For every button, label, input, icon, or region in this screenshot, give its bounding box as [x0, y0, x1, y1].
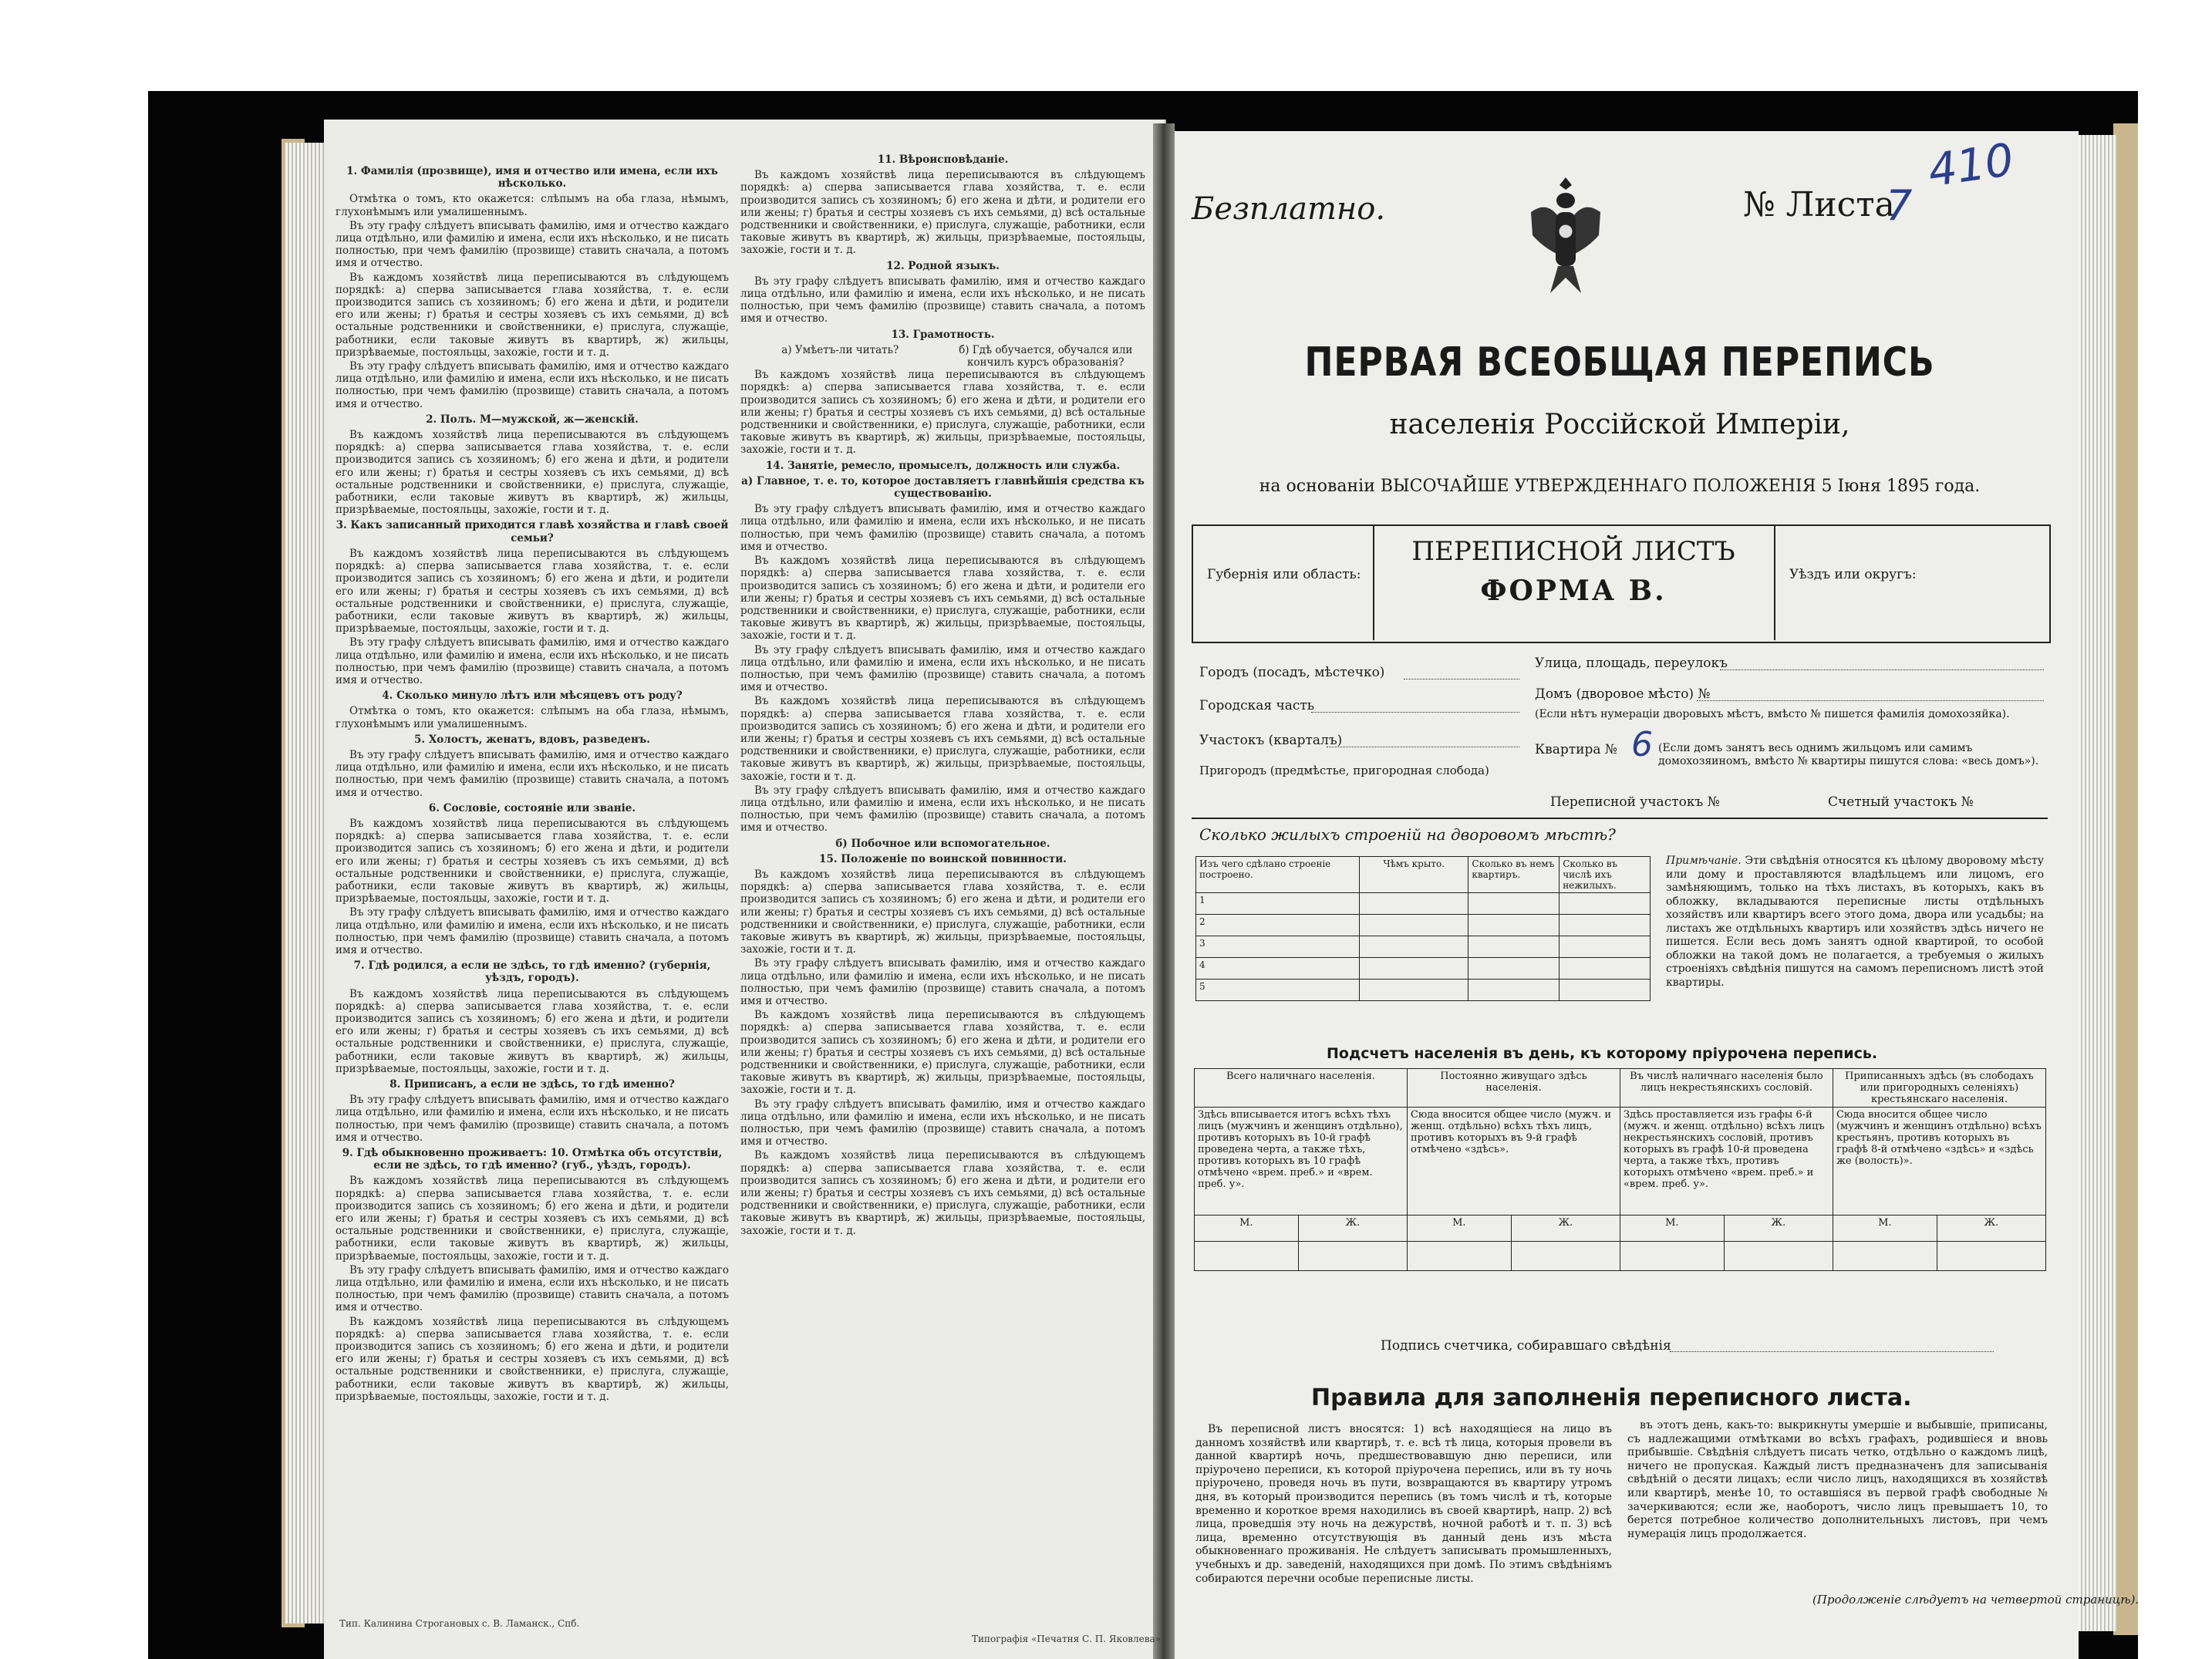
- form-title: ПЕРЕПИСНОЙ ЛИСТЪ: [1411, 536, 1735, 567]
- heading-1: 1. Фамилія (прозвище), имя и отчество или имена, если ихъ нѣсколько.: [346, 165, 718, 191]
- heading-8: 8. Приписанъ, а если не здѣсь, то гдѣ именно?: [389, 1078, 675, 1091]
- fill-line: [1697, 700, 2044, 702]
- heading-15: 15. Положеніе по воинской повинности.: [819, 852, 1067, 865]
- text-block: Въ каждомъ хозяйствѣ лица переписываются въ слѣдующемъ порядкѣ: а) сперва записывается глава хозяйства, т. е. если производится запись съ хозяиномъ; б) его жена и дѣти, и родители его или жены; г) братья и сестры хозяевъ съ ихъ семьями, д) всѣ остальные родственники и свойственники, е) прислуга, служащіе, работники, если таковые живутъ въ квартирѣ, ж) жильцы, призрѣваемые, постояльцы, захожіе, гости и т. д.: [740, 1149, 1145, 1237]
- apartment-note: (Если домъ занятъ весь однимъ жильцомъ или самимъ домохозяиномъ, вмѣсто № квартиры пишутся слова: «весь домъ»).: [1658, 742, 2039, 767]
- note-text: Эти свѣдѣнія относятся къ цѣлому дворовому мѣсту или дому и проставляются владѣльцемъ или лицомъ, его замѣняющимъ, только на тѣхъ листахъ, въ которыхъ, какъ въ обложку, вкладываются переписные листы отдѣльныхъ хозяйствъ или квартиръ всего этого дома, двора или усадьбы; на листахъ же отдѣльныхъ квартиръ или хозяйствъ здѣсь ничего не пишется. Если весь домъ занятъ одной квартирой, то особой обложки на такой домъ не полагается, а требуемыя о жилыхъ строеніяхъ свѣдѣнія пишутся на самомъ переписномъ листѣ этой квартиры.: [1666, 855, 2044, 989]
- count-text-permanent: Сюда вносится общее число (мужч. и женщ. отдѣльно) всѣхъ тѣхъ лицъ, противъ которыхъ въ 9-й графѣ отмѣчено «здѣсь».: [1407, 1108, 1620, 1216]
- count-text-total: Здѣсь вписывается итогъ всѣхъ тѣхъ лицъ (мужчинъ и женщинъ отдѣльно), противъ которыхъ въ 10-й графѣ проведена черта, а также тѣхъ, противъ которыхъ въ 10 графѣ отмѣчено «врем. преб.» и «врем. преб. у».: [1195, 1108, 1408, 1216]
- census-subtitle: населенія Россійской Имперіи,: [1389, 409, 1850, 440]
- right-footer: Типографія «Печатня С. П. Яковлева»: [972, 1634, 1162, 1644]
- text-block: Отмѣтка о томъ, кто окажется: слѣпымъ на оба глаза, нѣмымъ, глухонѣмымъ или умалишеннымъ.: [336, 193, 729, 218]
- text-block: Въ каждомъ хозяйствѣ лица переписываются въ слѣдующемъ порядкѣ: а) сперва записывается глава хозяйства, т. е. если производится запись съ хозяиномъ; б) его жена и дѣти, и родители его или жены; г) братья и сестры хозяевъ съ ихъ семьями, д) всѣ остальные родственники и свойственники, е) прислуга, служащіе, работники, если таковые живутъ въ квартирѣ, ж) жильцы, призрѣваемые, постояльцы, захожіе, гости и т. д.: [336, 817, 729, 905]
- buildings-row-number: 3: [1196, 936, 1360, 958]
- buildings-table: [1195, 856, 1651, 1001]
- section-label: Участокъ (кварталъ): [1199, 733, 1343, 748]
- text-block: Въ эту графу слѣдуетъ вписывать фамилію, имя и отчество каждаго лица отдѣльно, или фамилію и имена, если ихъ нѣсколько, и не писать полностью, при чемъ фамилію (прозвище) ставить сначала, а потомъ имя и отчество.: [336, 636, 729, 686]
- text-block: Въ эту графу слѣдуетъ вписывать фамилію, имя и отчество каждаго лица отдѣльно, или фамилію и имена, если ихъ нѣсколько, и не писать полностью, при чемъ фамилію (прозвище) ставить сначала, а потомъ имя и отчество.: [740, 643, 1145, 694]
- count-header-permanent: Постоянно живущаго здѣсь населенія.: [1407, 1069, 1620, 1108]
- heading-11: 11. Вѣроисповѣданіе.: [877, 153, 1009, 166]
- heading-4: 4. Сколько минуло лѣтъ или мѣсяцевъ отъ роду?: [382, 690, 683, 703]
- text-block: Въ эту графу слѣдуетъ вписывать фамилію, имя и отчество каждаго лица отдѣльно, или фамилію и имена, если ихъ нѣсколько, и не писать полностью, при чемъ фамилію (прозвище) ставить сначала, а потомъ имя и отчество.: [336, 906, 729, 956]
- text-block: Въ каждомъ хозяйствѣ лица переписываются въ слѣдующемъ порядкѣ: а) сперва записывается глава хозяйства, т. е. если производится запись съ хозяиномъ; б) его жена и дѣти, и родители его или жены; г) братья и сестры хозяевъ съ ихъ семьями, д) всѣ остальные родственники и свойственники, е) прислуга, служащіе, работники, если таковые живутъ въ квартирѣ, ж) жильцы, призрѣваемые, постояльцы, захожіе, гости и т. д.: [740, 369, 1145, 457]
- text-block: Въ каждомъ хозяйствѣ лица переписываются въ слѣдующемъ порядкѣ: а) сперва записывается глава хозяйства, т. е. если производится запись съ хозяиномъ; б) его жена и дѣти, и родители его или жены; г) братья и сестры хозяевъ съ ихъ семьями, д) всѣ остальные родственники и свойственники, е) прислуга, служащіе, работники, если таковые живутъ въ квартирѣ, ж) жильцы, призрѣваемые, постояльцы, захожіе, гости и т. д.: [740, 868, 1145, 956]
- count-header-non-peasant: Въ числѣ наличнаго населенія было лицъ некрестьянскихъ сословій.: [1620, 1069, 1833, 1108]
- heading-5: 5. Холостъ, женатъ, вдовъ, разведенъ.: [414, 733, 650, 746]
- heading-13: 13. Грамотность.: [891, 328, 995, 341]
- male-label: М.: [1195, 1216, 1299, 1242]
- buildings-header-apartments: Сколько въ немъ квартиръ.: [1468, 857, 1560, 893]
- buildings-note: [1666, 855, 2044, 990]
- female-label: Ж.: [1937, 1216, 2045, 1242]
- imperial-eagle-emblem: [1523, 170, 1608, 301]
- text-block: Въ каждомъ хозяйствѣ лица переписываются въ слѣдующемъ порядкѣ: а) сперва записывается глава хозяйства, т. е. если производится запись съ хозяиномъ; б) его жена и дѣти, и родители его или жены; г) братья и сестры хозяевъ съ ихъ семьями, д) всѣ остальные родственники и свойственники, е) прислуга, служащіе, работники, если таковые живутъ въ квартирѣ, ж) жильцы, призрѣваемые, постояльцы, захожіе, гости и т. д.: [336, 547, 729, 636]
- book-gutter: [1153, 123, 1175, 1659]
- buildings-row-number: 2: [1196, 915, 1360, 936]
- suburb-label: Пригородъ (предмѣстье, пригородная слобода): [1199, 764, 1489, 777]
- rules-continued: (Продолженіе слѣдуетъ на четвертой страницѣ).: [1812, 1593, 2140, 1607]
- text-block: Въ эту графу слѣдуетъ вписывать фамилію, имя и отчество каждаго лица отдѣльно, или фамилію и имена, если ихъ нѣсколько, и не писать полностью, при чемъ фамилію (прозвище) ставить сначала, а потомъ имя и отчество.: [740, 784, 1145, 835]
- population-count-table: [1194, 1068, 2046, 1271]
- text-block: Въ каждомъ хозяйствѣ лица переписываются въ слѣдующемъ порядкѣ: а) сперва записывается глава хозяйства, т. е. если производится запись съ хозяиномъ; б) его жена и дѣти, и родители его или жены; г) братья и сестры хозяевъ съ ихъ семьями, д) всѣ остальные родственники и свойственники, е) прислуга, служащіе, работники, если таковые живутъ въ квартирѣ, ж) жильцы, призрѣваемые, постояльцы, захожіе, гости и т. д.: [336, 271, 729, 359]
- form-letter: ФОРМА В.: [1480, 575, 1667, 607]
- fill-line: [1311, 712, 1519, 713]
- text-block: Въ каждомъ хозяйствѣ лица переписываются въ слѣдующемъ порядкѣ: а) сперва записывается глава хозяйства, т. е. если производится запись съ хозяиномъ; б) его жена и дѣти, и родители его или жены; г) братья и сестры хозяевъ съ ихъ семьями, д) всѣ остальные родственники и свойственники, е) прислуга, служащіе, работники, если таковые живутъ въ квартирѣ, ж) жильцы, призрѣваемые, постояльцы, захожіе, гости и т. д.: [740, 1009, 1145, 1097]
- house-label: Домъ (дворовое мѣсто) №: [1535, 686, 1711, 702]
- count-text-non-peasant: Здѣсь проставляется изъ графы 6-й (мужч. и женщ. отдѣльно) всѣхъ лицъ некрестьянскихъ сословій, противъ которыхъ въ графѣ 10-й проведена черта, а также тѣхъ, противъ которыхъ отмѣчено «врем. преб.» и «врем. преб. у».: [1620, 1108, 1833, 1216]
- text-block: Въ эту графу слѣдуетъ вписывать фамилію, имя и отчество каждаго лица отдѣльно, или фамилію и имена, если ихъ нѣсколько, и не писать полностью, при чемъ фамилію (прозвище) ставить сначала, а потомъ имя и отчество.: [336, 1094, 729, 1144]
- city-part-label: Городская часть: [1199, 698, 1315, 713]
- text-block: Въ каждомъ хозяйствѣ лица переписываются въ слѣдующемъ порядкѣ: а) сперва записывается глава хозяйства, т. е. если производится запись съ хозяиномъ; б) его жена и дѣти, и родители его или жены; г) братья и сестры хозяевъ съ ихъ семьями, д) всѣ остальные родственники и свойственники, е) прислуга, служащіе, работники, если таковые живутъ въ квартирѣ, ж) жильцы, призрѣваемые, постояльцы, захожіе, гости и т. д.: [336, 1175, 729, 1263]
- divider: [1774, 524, 1775, 640]
- heading-9: 9. Гдѣ обыкновенно проживаетъ: 10. Отмѣтка объ отсутствіи, если не здѣсь, то гдѣ именно? (губ., уѣздъ, городъ).: [342, 1147, 723, 1172]
- male-label: М.: [1620, 1216, 1724, 1242]
- note-title: Примѣчаніе.: [1666, 855, 1742, 867]
- text-block: Въ каждомъ хозяйствѣ лица переписываются въ слѣдующемъ порядкѣ: а) сперва записывается глава хозяйства, т. е. если производится запись съ хозяиномъ; б) его жена и дѣти, и родители его или жены; г) братья и сестры хозяевъ съ ихъ семьями, д) всѣ остальные родственники и свойственники, е) прислуга, служащіе, работники, если таковые живутъ въ квартирѣ, ж) жильцы, призрѣваемые, постояльцы, захожіе, гости и т. д.: [336, 429, 729, 517]
- rules-text: въ этотъ день, какъ-то: выкрикнуты умершіе и выбывшіе, приписаны, съ надлежащими отмѣтками во всѣхъ графахъ, родившіеся и вновь прибывшіе. Свѣдѣнія слѣдуетъ писать четко, отдѣльно о каждомъ лицѣ, ничего не пропуская. Каждый листъ предназначенъ для записыванія свѣдѣній о десяти лицахъ; если число лицъ, находящихся въ хозяйствѣ или квартирѣ, менѣе 10, то оставшіяся въ первой графѣ свободные № зачеркиваются; если же, наоборотъ, число лицъ превышаетъ 10, то берется потребное количество дополнительныхъ листовъ, при чемъ нумерація лицъ продолжается.: [1627, 1419, 2048, 1540]
- heading-2: 2. Полъ. М—мужской, ж—женскій.: [426, 413, 639, 426]
- rules-heading: Правила для заполненія переписного листа.: [1311, 1384, 1912, 1411]
- right-page-stack: [2075, 135, 2117, 1631]
- apartment-handwritten: 6: [1631, 725, 1653, 764]
- sub-heading-14a: а) Главное, т. е. то, которое доставляетъ главнѣйшія средства къ существованію.: [741, 474, 1145, 501]
- left-footer: Тип. Калинина Строгановых с. В. Ламанск., Спб.: [339, 1618, 580, 1629]
- fill-line: [1404, 679, 1519, 680]
- sub-heading-13b: б) Гдѣ обучается, обучался или кончилъ курсъ образованія?: [959, 343, 1133, 369]
- buildings-row-number: 4: [1196, 958, 1360, 980]
- signature-label: Подпись счетчика, собиравшаго свѣдѣнія: [1381, 1338, 1671, 1354]
- text-block: Въ эту графу слѣдуетъ вписывать фамилію, имя и отчество каждаго лица отдѣльно, или фамилію и имена, если ихъ нѣсколько, и не писать полностью, при чемъ фамилію (прозвище) ставить сначала, а потомъ имя и отчество.: [336, 360, 729, 410]
- text-block: Въ эту графу слѣдуетъ вписывать фамилію, имя и отчество каждаго лица отдѣльно, или фамилію и имена, если ихъ нѣсколько, и не писать полностью, при чемъ фамилію (прозвище) ставить сначала, а потомъ имя и отчество.: [336, 219, 729, 270]
- fill-line: [1720, 669, 2044, 671]
- text-block: Въ каждомъ хозяйствѣ лица переписываются въ слѣдующемъ порядкѣ: а) сперва записывается глава хозяйства, т. е. если производится запись съ хозяиномъ; б) его жена и дѣти, и родители его или жены; г) братья и сестры хозяевъ съ ихъ семьями, д) всѣ остальные родственники и свойственники, е) прислуга, служащіе, работники, если таковые живутъ въ квартирѣ, ж) жильцы, призрѣваемые, постояльцы, захожіе, гости и т. д.: [740, 169, 1145, 257]
- text-block: Отмѣтка о томъ, кто окажется: слѣпымъ на оба глаза, нѣмымъ, глухонѣмымъ или умалишеннымъ.: [336, 705, 729, 730]
- left-column-2: [740, 150, 1145, 1608]
- sheet-number-handwritten: 7: [1886, 181, 1913, 230]
- rules-column-1: [1195, 1423, 1612, 1612]
- census-title: ПЕРВАЯ ВСЕОБЩАЯ ПЕРЕПИСЬ: [1304, 339, 1935, 386]
- count-header-registered: Приписанныхъ здѣсь (въ слободахъ или пригородныхъ селеніяхъ) крестьянскаго населенія.: [1833, 1069, 2045, 1108]
- free-label: Безплатно.: [1192, 191, 1386, 227]
- fill-line: [1670, 1351, 1994, 1353]
- text-block: Въ эту графу слѣдуетъ вписывать фамилію, имя и отчество каждаго лица отдѣльно, или фамилію и имена, если ихъ нѣсколько, и не писать полностью, при чемъ фамилію (прозвище) ставить сначала, а потомъ имя и отчество.: [740, 503, 1145, 553]
- sub-heading-13a: а) Умѣетъ-ли читать?: [781, 343, 899, 356]
- text-block: Въ каждомъ хозяйствѣ лица переписываются въ слѣдующемъ порядкѣ: а) сперва записывается глава хозяйства, т. е. если производится запись съ хозяиномъ; б) его жена и дѣти, и родители его или жены; г) братья и сестры хозяевъ съ ихъ семьями, д) всѣ остальные родственники и свойственники, е) прислуга, служащіе, работники, если таковые живутъ въ квартирѣ, ж) жильцы, призрѣваемые, постояльцы, захожіе, гости и т. д.: [740, 555, 1145, 642]
- rules-column-2: [1627, 1419, 2048, 1593]
- heading-12: 12. Родной языкъ.: [886, 259, 1000, 272]
- count-text-registered: Сюда вносится общее число (мужчинъ и женщинъ отдѣльно) всѣхъ крестьянъ, противъ которыхъ въ графѣ 8-й отмѣчено «здѣсь» и «здѣсь же (волость)».: [1833, 1108, 2045, 1216]
- house-note: (Если нѣтъ нумераціи дворовыхъ мѣстъ, вмѣсто № пишется фамилія домохозяйка).: [1535, 708, 2010, 720]
- buildings-question: Сколько жилыхъ строеній на дворовомъ мѣстѣ?: [1199, 825, 1616, 844]
- buildings-header-nonresidential: Сколько въ числѣ ихъ нежилыхъ.: [1560, 857, 1651, 893]
- heading-3: 3. Какъ записанный приходится главѣ хозяйства и главѣ своей семьи?: [336, 519, 729, 545]
- text-block: Въ эту графу слѣдуетъ вписывать фамилію, имя и отчество каждаго лица отдѣльно, или фамилію и имена, если ихъ нѣсколько, и не писать полностью, при чемъ фамилію (прозвище) ставить сначала, а потомъ имя и отчество.: [740, 275, 1145, 325]
- census-district-label: Переписной участокъ №: [1550, 794, 1720, 810]
- count-district-label: Счетный участокъ №: [1828, 794, 1974, 810]
- town-label: Городъ (посадъ, мѣстечко): [1199, 665, 1385, 680]
- legal-basis: на основаніи ВЫСОЧАЙШЕ УТВЕРЖДЕННАГО ПОЛОЖЕНІЯ 5 Іюня 1895 года.: [1259, 477, 1981, 496]
- street-label: Улица, площадь, переулокъ: [1535, 656, 1728, 671]
- fill-line: [1327, 747, 1519, 748]
- heading-7: 7. Гдѣ родился, а если не здѣсь, то гдѣ именно? (губернія, уѣздъ, городъ).: [353, 959, 711, 985]
- buildings-header-roof: Чѣмъ крыто.: [1360, 857, 1468, 893]
- district-label: Уѣздъ или округъ:: [1789, 567, 1917, 582]
- count-header-total: Всего наличнаго населенія.: [1195, 1069, 1408, 1108]
- heading-6: 6. Сословіе, состояніе или званіе.: [428, 801, 636, 814]
- text-block: Въ эту графу слѣдуетъ вписывать фамилію, имя и отчество каждаго лица отдѣльно, или фамилію и имена, если ихъ нѣсколько, и не писать полностью, при чемъ фамилію (прозвище) ставить сначала, а потомъ имя и отчество.: [336, 748, 729, 799]
- count-heading: Подсчетъ населенія въ день, къ которому пріурочена перепись.: [1327, 1045, 1878, 1062]
- text-block: Въ каждомъ хозяйствѣ лица переписываются въ слѣдующемъ порядкѣ: а) сперва записывается глава хозяйства, т. е. если производится запись съ хозяиномъ; б) его жена и дѣти, и родители его или жены; г) братья и сестры хозяевъ съ ихъ семьями, д) всѣ остальные родственники и свойственники, е) прислуга, служащіе, работники, если таковые живутъ въ квартирѣ, ж) жильцы, призрѣваемые, постояльцы, захожіе, гости и т. д.: [336, 1315, 729, 1403]
- text-block: Въ эту графу слѣдуетъ вписывать фамилію, имя и отчество каждаго лица отдѣльно, или фамилію и имена, если ихъ нѣсколько, и не писать полностью, при чемъ фамилію (прозвище) ставить сначала, а потомъ имя и отчество.: [740, 957, 1145, 1007]
- buildings-header-material: Изъ чего сдѣлано строеніе построено.: [1196, 857, 1360, 893]
- text-block: Въ эту графу слѣдуетъ вписывать фамилію, имя и отчество каждаго лица отдѣльно, или фамилію и имена, если ихъ нѣсколько, и не писать полностью, при чемъ фамилію (прозвище) ставить сначала, а потомъ имя и отчество.: [336, 1263, 729, 1314]
- male-label: М.: [1407, 1216, 1511, 1242]
- female-label: Ж.: [1298, 1216, 1407, 1242]
- text-block: Въ эту графу слѣдуетъ вписывать фамилію, имя и отчество каждаго лица отдѣльно, или фамилію и имена, если ихъ нѣсколько, и не писать полностью, при чемъ фамилію (прозвище) ставить сначала, а потомъ имя и отчество.: [740, 1098, 1145, 1148]
- text-block: Въ каждомъ хозяйствѣ лица переписываются въ слѣдующемъ порядкѣ: а) сперва записывается глава хозяйства, т. е. если производится запись съ хозяиномъ; б) его жена и дѣти, и родители его или жены; г) братья и сестры хозяевъ съ ихъ семьями, д) всѣ остальные родственники и свойственники, е) прислуга, служащіе, работники, если таковые живутъ въ квартирѣ, ж) жильцы, призрѣваемые, постояльцы, захожіе, гости и т. д.: [740, 695, 1145, 783]
- rules-text: Въ переписной листъ вносятся: 1) всѣ находящіеся на лицо въ данномъ хозяйствѣ или квартирѣ, т. е. всѣ тѣ лица, которыя провели въ данной квартирѣ ночь, предшествовавшую дню переписи, или пріурочено переписи, къ которой пріурочена перепись, или въ ту ночь пріурочено, проведя ночь въ пути, возвращаются въ квартиру утромъ дня, въ который производится перепись (въ томъ числѣ и тѣ, которые временно и короткое время находились въ своей квартирѣ, напр. 2) всѣ лица, проведшія эту ночь на дежурствѣ, ночной работѣ и т. п. 3) всѣ лица, временно отсутствующія въ данный день изъ мѣста обыкновеннаго проживанія. Не слѣдуетъ записывать промышленныхъ, учебныхъ и др. заведеній, находящихся при домѣ. По этимъ свѣдѣніямъ собираются перечни особые переписные листы.: [1195, 1423, 1612, 1585]
- sheet-number-label: № Листа: [1743, 185, 1895, 224]
- female-label: Ж.: [1511, 1216, 1620, 1242]
- male-label: М.: [1833, 1216, 1937, 1242]
- heading-14: 14. Занятіе, ремесло, промыселъ, должность или служба.: [765, 459, 1121, 472]
- buildings-row-number: 1: [1196, 893, 1360, 915]
- female-label: Ж.: [1724, 1216, 1833, 1242]
- left-column-1: [336, 162, 729, 1612]
- corner-handwritten-number: 410: [1924, 133, 2017, 197]
- sub-heading-14b: б) Побочное или вспомогательное.: [835, 837, 1050, 850]
- divider: [1192, 818, 2048, 819]
- apartment-label: Квартира №: [1535, 742, 1617, 757]
- province-label: Губернія или область:: [1207, 567, 1361, 582]
- text-block: Въ каждомъ хозяйствѣ лица переписываются въ слѣдующемъ порядкѣ: а) сперва записывается глава хозяйства, т. е. если производится запись съ хозяиномъ; б) его жена и дѣти, и родители его или жены; г) братья и сестры хозяевъ съ ихъ семьями, д) всѣ остальные родственники и свойственники, е) прислуга, служащіе, работники, если таковые живутъ въ квартирѣ, ж) жильцы, призрѣваемые, постояльцы, захожіе, гости и т. д.: [336, 987, 729, 1075]
- buildings-row-number: 5: [1196, 980, 1360, 1001]
